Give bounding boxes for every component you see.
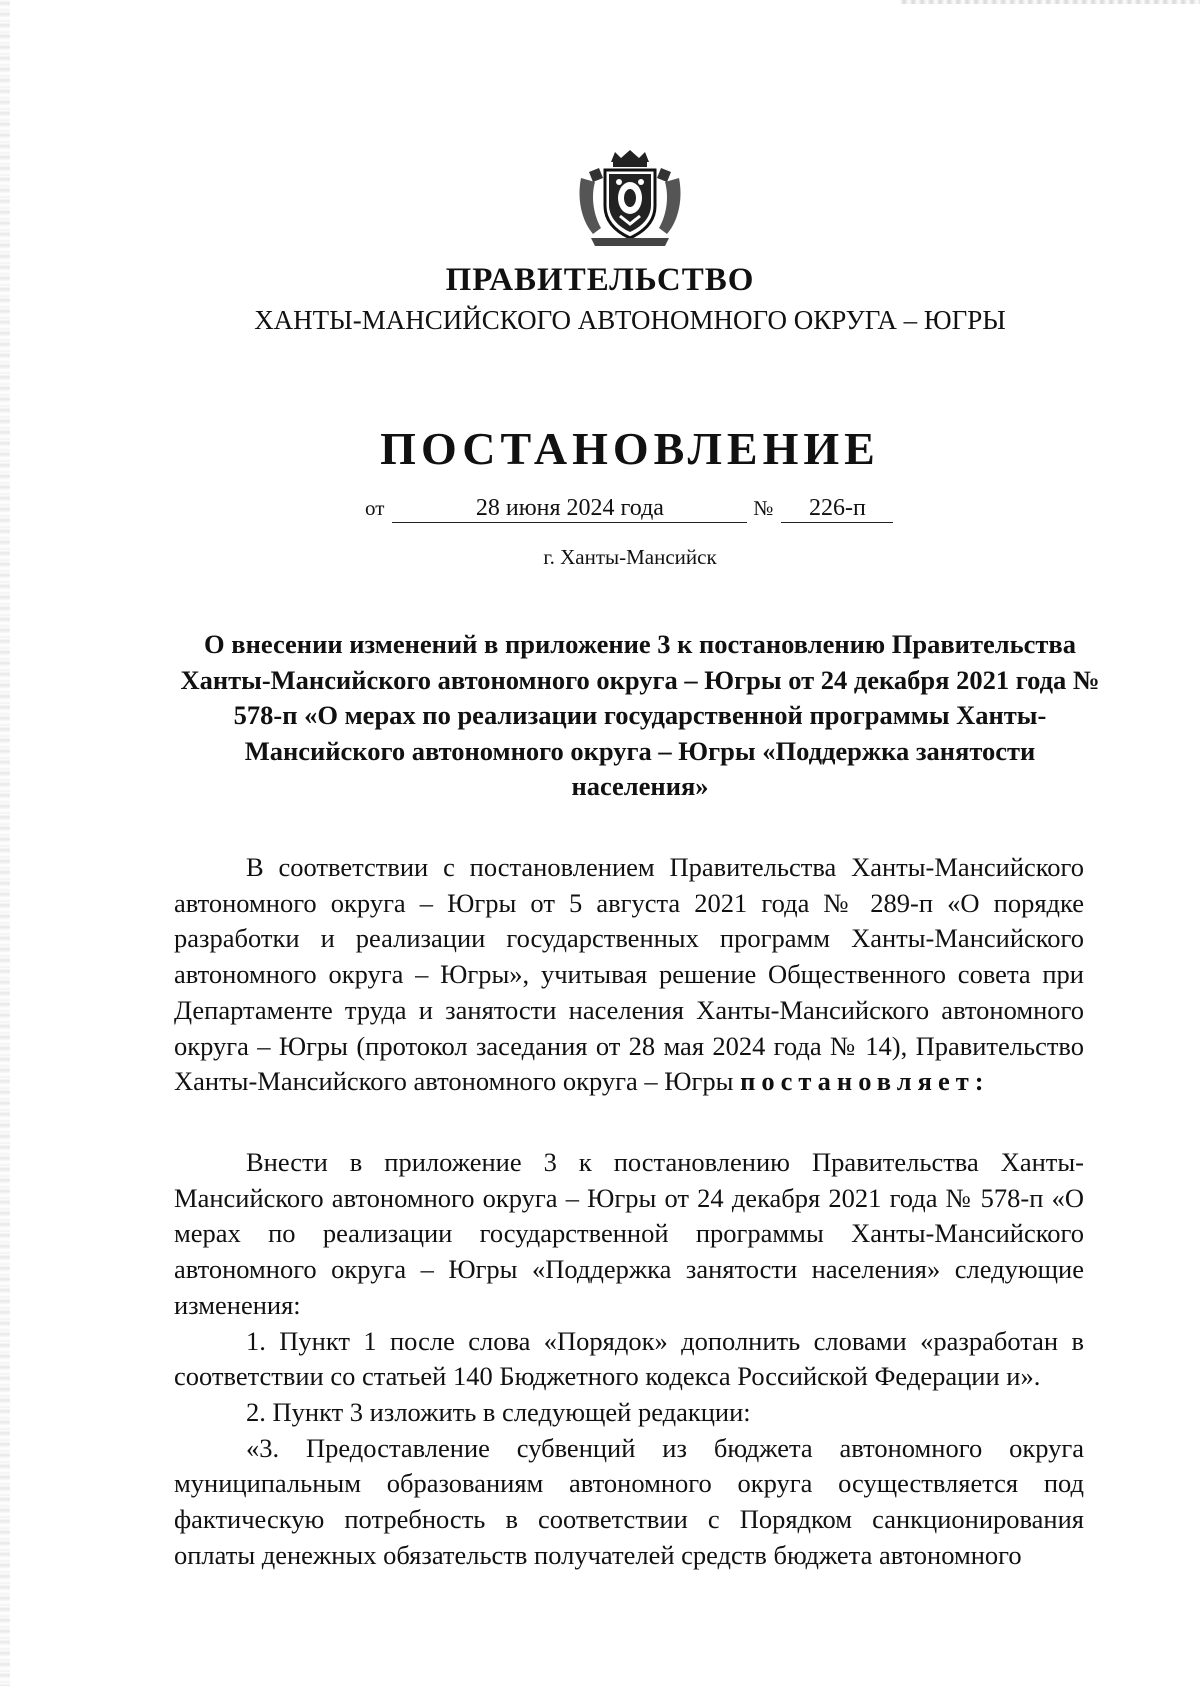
coat-of-arms-icon	[575, 148, 685, 248]
scan-edge-top	[900, 0, 1200, 4]
item-1-paragraph: 1. Пункт 1 после слова «Порядок» дополнить словами «разработан в соответствии со статьей 140 Бюджетного кодекса Российской Федерации и».	[174, 1325, 1084, 1392]
government-title: ПРАВИТЕЛЬСТВО	[445, 262, 755, 298]
changes-block	[174, 1145, 1084, 1573]
preamble-paragraph	[174, 850, 1084, 1100]
resolves-word: постановляет:	[740, 1066, 990, 1097]
document-subject: О внесении изменений в приложение 3 к постановлению Правительства Ханты-Мансийского автономного округа – Югры от 24 декабря 2021 года № 578-п «О мерах по реализации государственной программы Ханты-Мансийского автономного округа – Югры «Поддержка занятости населения»	[180, 629, 1100, 801]
date-number-line	[365, 495, 893, 523]
date-label: от	[365, 496, 385, 520]
item-2-paragraph: 2. Пункт 3 изложить в следующей редакции:	[246, 1396, 751, 1427]
intro-paragraph: Внести в приложение 3 к постановлению Правительства Ханты-Мансийского автономного округа – Югры от 24 декабря 2021 года № 578-п «О мерах по реализации государственной программы Ханты-Мансийского автономного округа – Югры «Поддержка занятости населения» следующие изменения:	[174, 1147, 1084, 1320]
number-label: №	[753, 496, 774, 520]
document-date: 28 июня 2024 года	[392, 495, 747, 523]
preamble-block	[174, 850, 1084, 1100]
document-type: ПОСТАНОВЛЕНИЕ	[380, 423, 880, 474]
item-2-text-paragraph: «3. Предоставление субвенций из бюджета автономного округа муниципальным образованиям автономного округа осуществляется под фактическую потребность в соответствии с Порядком санкционирования оплаты денежных обязательств получателей средств бюджета автономного	[174, 1432, 1084, 1570]
city: г. Ханты-Мансийск	[543, 545, 717, 569]
preamble-text: В соответствии с постановлением Правительства Ханты-Мансийского автономного округа – Югры от 5 августа 2021 года № 289-п «О порядке разработки и реализации государственных программ Ханты-Мансийского автономного округа – Югры», учитывая решение Общественного совета при Департаменте труда и занятости населения Ханты-Мансийского автономного округа – Югры (протокол заседания от 28 мая 2024 года № 14), Правительство Ханты-Мансийского автономного округа – Югры	[174, 852, 1084, 1097]
document-number: 226-п	[781, 495, 893, 523]
scan-edge-left	[0, 0, 10, 1686]
region-title: ХАНТЫ-МАНСИЙСКОГО АВТОНОМНОГО ОКРУГА – ЮГРЫ	[254, 305, 1006, 335]
